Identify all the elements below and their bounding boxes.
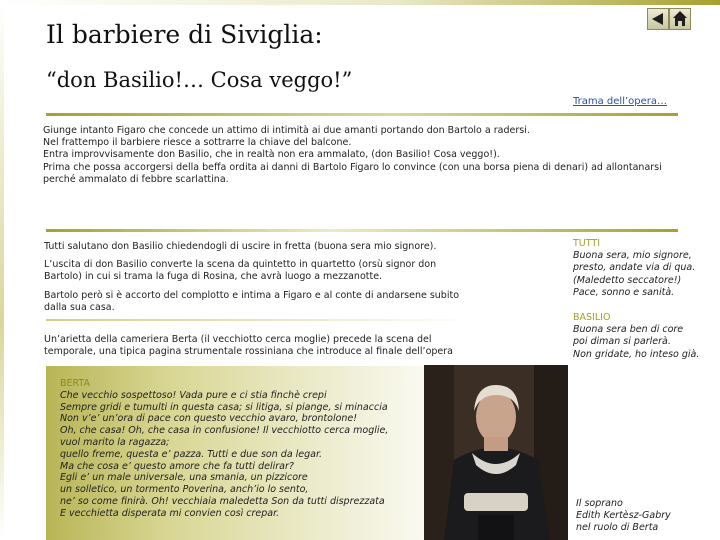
- paragraph: [44, 290, 468, 314]
- lyric-basilio: [573, 312, 719, 361]
- paragraph-text: Tutti salutano don Basilio chiedendogli di uscire in fretta (buona sera mio signore).: [44, 241, 437, 252]
- paragraph: [44, 259, 468, 283]
- divider-middle: [46, 229, 678, 232]
- slide-title: Il barbiere di Siviglia:: [46, 20, 323, 49]
- lyric-line: Che vecchio sospettoso! Vada pure e ci stia finchè crepi: [60, 389, 327, 401]
- lyric-tutti: [573, 238, 719, 299]
- divider-top: [46, 113, 678, 116]
- lyric-line: Non v’e’ un’ora di pace con questo vecchio avaro, brontolone!: [60, 413, 358, 425]
- paragraph: [44, 334, 468, 358]
- lyric-line: Sempre gridi e tumulti in questa casa; si litiga, si piange, si minaccia: [60, 401, 388, 413]
- paragraph: [44, 241, 468, 253]
- intro-line: Nel frattempo il barbiere riesce a sottrarre la chiave del balcone.: [43, 137, 352, 149]
- intro-line: Prima che possa accorgersi della beffa ordita ai danni di Bartolo Figaro lo convince (con una borsa piena di denari) ad allontanarsi perché ammalato di febbre scarlattina.: [43, 161, 662, 185]
- slide-subtitle: “don Basilio!… Cosa veggo!”: [46, 68, 353, 92]
- photo-caption: [576, 498, 671, 534]
- singer-photo: [424, 365, 568, 540]
- lyric-line: Oh, che casa! Oh, che casa in confusione! Il vecchiotto cerca moglie,: [60, 425, 389, 437]
- lyric-line: ne’ so come finirà. Oh! vecchiaia maledetta Son da tutti disprezzata: [60, 495, 385, 507]
- speaker-name: TUTTI: [573, 238, 600, 249]
- divider-short: [46, 319, 476, 321]
- caption-line: Edith Kertèsz-Gabry: [576, 510, 671, 521]
- paragraph-text: Bartolo però si è accorto del complotto e intima a Figaro e al conte di andarsene subito dalla sua casa.: [44, 290, 460, 314]
- speaker-name: BERTA: [60, 378, 90, 389]
- lyric-berta: [60, 378, 460, 520]
- paragraph-text: L’uscita di don Basilio converte la scena da quintetto in quartetto (orsù signor don Bartolo) in cui si trama la fuga di Rosina, che avrà luogo a mezzanotte.: [44, 259, 437, 283]
- speaker-name: BASILIO: [573, 312, 611, 323]
- left-accent-bar: [0, 0, 4, 540]
- lyric-line: Egli e’ un male universale, una smania, un pizzicore: [60, 472, 308, 484]
- back-arrow-icon[interactable]: [647, 8, 669, 30]
- lyric-line: E vecchietta disperata mi convien così crepar.: [60, 507, 280, 519]
- lyric-line: presto, andate via di qua.: [573, 262, 696, 274]
- top-accent-bar: [0, 0, 720, 5]
- caption-line: nel ruolo di Berta: [576, 522, 659, 533]
- lyric-line: Non gridate, ho inteso già.: [573, 348, 700, 360]
- intro-line: Giunge intanto Figaro che concede un attimo di intimità ai due amanti portando don Bartolo a radersi.: [43, 125, 530, 136]
- lyric-line: Pace, sonno e sanità.: [573, 286, 675, 298]
- singer-portrait-image: [424, 365, 568, 540]
- lyric-line: un solletico, un tormento Poverina, anch’io lo sento,: [60, 484, 309, 496]
- intro-text: [43, 125, 673, 186]
- paragraph-text: Un’arietta della cameriera Berta (il vecchiotto cerca moglie) precede la scena del temporale, una tipica pagina strumentale rossiniana che introduce al finale dell’opera: [44, 334, 453, 358]
- lyric-line: Ma che cosa e’ questo amore che fa tutti delirar?: [60, 460, 294, 472]
- lyric-line: Buona sera ben di core: [573, 324, 684, 336]
- home-icon[interactable]: [669, 8, 691, 30]
- lyric-line: Buona sera, mio signore,: [573, 250, 692, 262]
- caption-line: Il soprano: [576, 498, 623, 509]
- lyric-line: vuol marito la ragazza;: [60, 436, 170, 448]
- lyric-line: (Maledetto seccatore!): [573, 274, 682, 286]
- lyric-line: quello freme, questa e’ pazza. Tutti e due son da legar.: [60, 448, 323, 460]
- lyric-line: poi diman si parlerà.: [573, 336, 671, 348]
- plot-link[interactable]: Trama dell’opera…: [573, 96, 668, 107]
- intro-line: Entra improvvisamente don Basilio, che in realtà non era ammalato, (don Basilio! Cosa veggo!).: [43, 149, 500, 161]
